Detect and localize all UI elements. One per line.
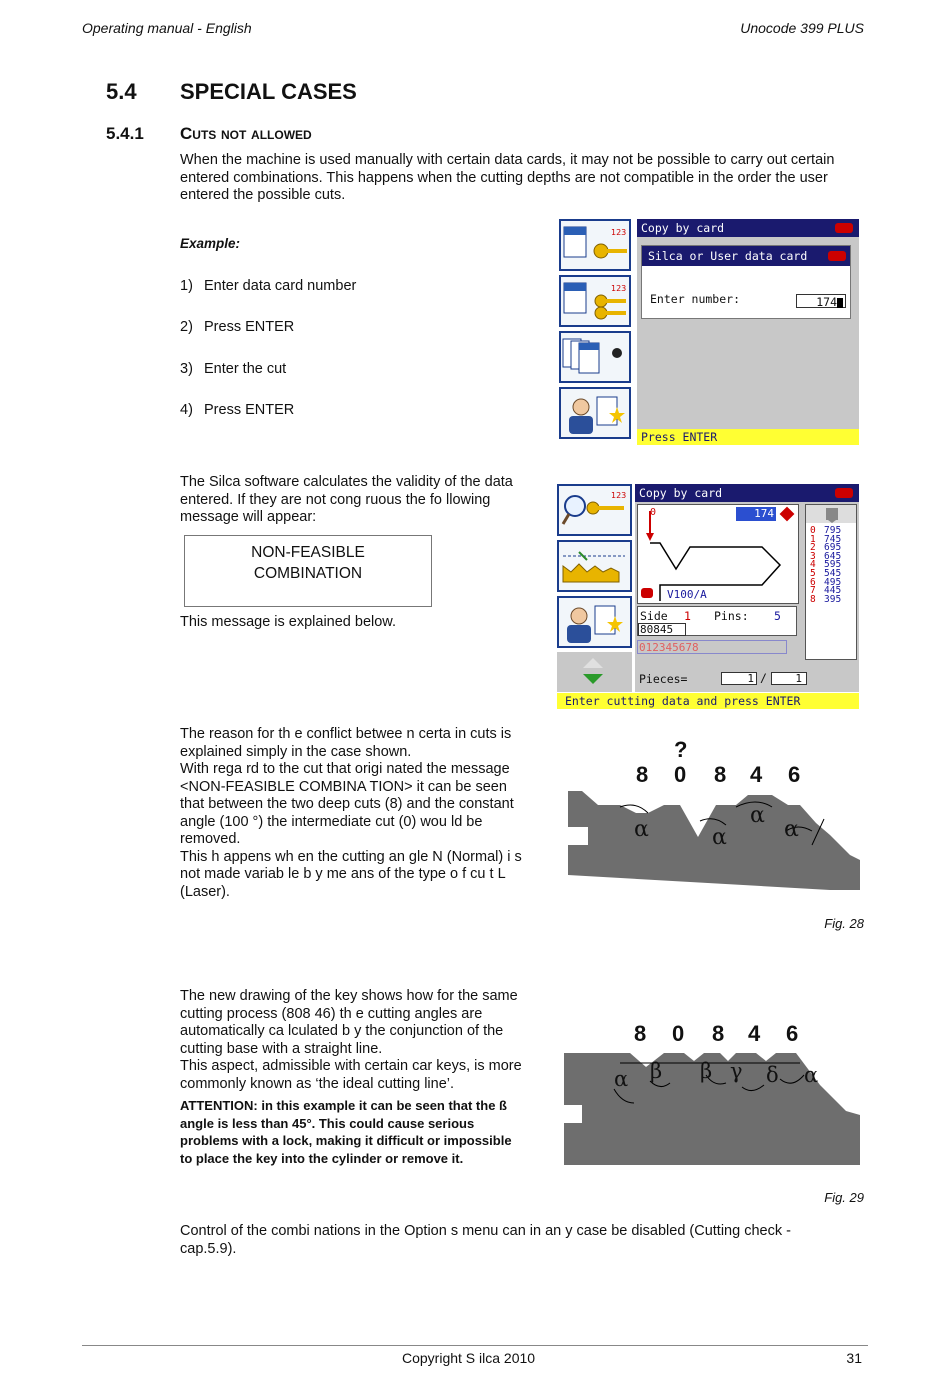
- subsection-title: Cuts not allowed: [180, 124, 312, 143]
- side-value: 1: [684, 609, 691, 623]
- user-card-button[interactable]: [557, 596, 632, 648]
- depth-index-column: 0 1 2 3 4 5 6 7 8: [810, 525, 816, 605]
- reason-line: angle (100 °) the intermediate cut (0) wou ld be: [180, 813, 483, 830]
- cut-depth: 8: [712, 1021, 725, 1046]
- section-title: SPECIAL CASES: [180, 79, 357, 104]
- attention-note: [180, 1097, 538, 1167]
- reason-line: removed.: [180, 831, 241, 847]
- footer-divider: [82, 1345, 868, 1346]
- cut-marker: 0: [650, 507, 657, 518]
- reason-line: (Laser).: [180, 883, 230, 900]
- data-card-key-button[interactable]: [559, 219, 631, 271]
- message-line: COMBINATION: [253, 565, 363, 582]
- subsection-number: 5.4.1: [106, 124, 144, 143]
- step-number: 4): [180, 402, 193, 418]
- digit-scale: 012345678: [637, 640, 787, 654]
- side-label: Side: [640, 609, 668, 623]
- pieces-total: 1: [771, 672, 807, 685]
- attention-line: ATTENTION: in this example it can be seen that the ß: [180, 1098, 507, 1113]
- reason-line: This h appens wh en the cutting an gle N (Normal) i s: [180, 848, 522, 865]
- cut-depth: 4: [748, 1021, 761, 1046]
- figure-28: [560, 735, 860, 895]
- validity-line: The Silca software calculates the validity of the data: [180, 474, 513, 490]
- intro-line: entered combinations. This happens when the cutting depths are not compatible in the order the user: [180, 169, 828, 186]
- user-card-icon: [561, 389, 629, 437]
- key-outline-drawing: [638, 505, 798, 603]
- intro-paragraph: [180, 152, 866, 205]
- key-profile-icon: [559, 542, 629, 590]
- cut-depth: 0: [672, 1021, 685, 1046]
- step-text: Press ENTER: [204, 402, 295, 418]
- cut-depth: 4: [750, 762, 763, 787]
- cut-depth: 6: [786, 1021, 799, 1046]
- figure-29-caption: Fig. 29: [824, 1190, 864, 1205]
- screen-title: Copy by card: [639, 486, 723, 500]
- step-4: [180, 402, 294, 418]
- validity-line: entered. If they are not cong ruous the fo llowing: [180, 491, 491, 508]
- newdrawing-line: This aspect, admissible with certain car keys, is more: [180, 1058, 522, 1074]
- angle-label: α: [804, 1063, 819, 1087]
- angle-label: α: [750, 803, 765, 828]
- message-line: NON-FEASIBLE: [251, 544, 365, 561]
- step-text: Press ENTER: [204, 319, 295, 335]
- step-2: [180, 319, 294, 335]
- status-bar: Enter cutting data and press ENTER: [557, 693, 859, 709]
- attention-line: problems with a lock, making it difficult or impossible: [180, 1133, 512, 1148]
- angle-label: α: [614, 1067, 629, 1091]
- reason-line: explained simply in the case shown.: [180, 743, 412, 760]
- angle-label: α: [712, 825, 727, 850]
- step-number: 3): [180, 361, 193, 377]
- key-profile-view: [637, 504, 799, 604]
- screen-main: [635, 484, 859, 692]
- dialog-box: [641, 245, 851, 319]
- newdrawing-line: cutting base with a straight line.: [180, 1040, 383, 1057]
- up-down-arrows-icon: [557, 652, 632, 692]
- question-mark: ?: [674, 737, 688, 762]
- step-number: 1): [180, 278, 193, 294]
- angle-label: α: [784, 817, 799, 842]
- step-number: 2): [180, 319, 193, 335]
- card-keys-icon: [561, 277, 629, 325]
- cut-depth: 8: [714, 762, 727, 787]
- control-paragraph: [180, 1223, 870, 1258]
- screen-title: Copy by card: [641, 221, 725, 235]
- pins-value: 5: [774, 609, 781, 623]
- section-number: 5.4: [106, 79, 137, 104]
- key-cut-diagram: [560, 735, 860, 895]
- cut-entry-panel: [637, 606, 797, 636]
- pins-label: Pins:: [714, 609, 749, 623]
- cut-depth: 8: [636, 762, 649, 787]
- explained-text: This message is explained below.: [180, 614, 397, 630]
- reason-line: that between the two deep cuts (8) and the constant: [180, 796, 514, 812]
- angle-label: β: [650, 1059, 663, 1083]
- pieces-separator: /: [760, 671, 767, 685]
- cut-depth: 8: [634, 1021, 647, 1046]
- enter-number-label: Enter number:: [650, 292, 741, 306]
- depth-value-column: 795 745 695 645 595 545 495 445 395: [824, 525, 842, 605]
- cut-depth: 6: [788, 762, 801, 787]
- intro-line: When the machine is used manually with certain data cards, it may not be possible to carry out certain: [180, 152, 835, 168]
- newdrawing-line: The new drawing of the key shows how for the same: [180, 988, 518, 1004]
- angle-label: α: [634, 817, 649, 842]
- magnifier-key-icon: [559, 486, 629, 534]
- validity-line: message will appear:: [180, 509, 317, 525]
- angle-label: γ: [730, 1059, 743, 1083]
- angle-label: δ: [766, 1063, 779, 1087]
- dialog-title-bar: [642, 246, 850, 266]
- intro-line: entered the possible cuts.: [180, 187, 346, 203]
- figure-29: [560, 1015, 860, 1165]
- card-number-badge: 174: [736, 507, 776, 521]
- screen-main: [637, 219, 859, 445]
- card-number-input[interactable]: 174: [796, 294, 846, 308]
- reason-paragraph: [180, 726, 552, 901]
- screen-copy-by-card-1: [559, 219, 859, 445]
- attention-line: angle is less than 45°. This could cause serious: [180, 1115, 475, 1131]
- data-card-duplicate-button[interactable]: [559, 275, 631, 327]
- machine-icon: [641, 588, 653, 598]
- silca-logo-icon: [835, 488, 853, 498]
- attention-line: to place the key into the cylinder or remove it.: [180, 1150, 464, 1166]
- key-head-icon: [806, 505, 856, 523]
- card-key-icon: [561, 221, 629, 269]
- cards-stack-icon: [561, 333, 629, 381]
- newdrawing-line: cutting process (808 46) th e cutting angles are: [180, 1005, 483, 1022]
- cut-input[interactable]: 80845: [638, 623, 686, 636]
- newdrawing-line: automatically ca lculated b y the conjunction of the: [180, 1023, 504, 1039]
- depth-table-header: [806, 505, 856, 523]
- silca-logo-icon: [835, 223, 853, 233]
- header-left: Operating manual - English: [82, 20, 252, 36]
- footer-copyright: Copyright S ilca 2010: [402, 1350, 536, 1366]
- reason-line: not made variab le b y me ans of the type o f cu t L: [180, 866, 506, 882]
- page-number: 31: [846, 1350, 862, 1366]
- scroll-arrows[interactable]: [557, 652, 632, 692]
- figure-28-caption: Fig. 28: [824, 916, 864, 931]
- svg-text:123: 123: [611, 284, 627, 293]
- cut-depth: 0: [674, 762, 687, 787]
- card-list-button[interactable]: [559, 331, 631, 383]
- reason-line: <NON-FEASIBLE COMBINA TION> it can be seen: [180, 778, 507, 795]
- non-feasible-message-box: [184, 535, 432, 607]
- key-model: V100/A: [667, 588, 707, 601]
- step-1: [180, 278, 356, 294]
- newdrawing-paragraph: [180, 988, 540, 1093]
- step-text: Enter the cut: [204, 361, 287, 377]
- newdrawing-line: commonly known as ‘the ideal cutting line’.: [180, 1075, 455, 1092]
- screen-title-bar: [637, 219, 859, 237]
- depth-table: [805, 504, 857, 660]
- screen-title-bar: [635, 484, 859, 502]
- step-text: Enter data card number: [204, 278, 357, 294]
- key-profile-button[interactable]: [557, 540, 632, 592]
- silca-logo-icon: [828, 251, 846, 261]
- key-search-button[interactable]: [557, 484, 632, 536]
- screen-copy-by-card-2: [557, 484, 859, 709]
- angle-label: β: [700, 1059, 713, 1083]
- svg-text:123: 123: [611, 228, 627, 237]
- control-line: Control of the combi nations in the Option s menu can in an y case be disabled (Cutting check -: [180, 1223, 791, 1239]
- step-3: [180, 361, 286, 377]
- reason-line: The reason for th e conflict betwee n certa in cuts is: [180, 726, 512, 742]
- status-bar: Press ENTER: [637, 429, 859, 445]
- example-label: Example:: [180, 236, 241, 251]
- dialog-title: Silca or User data card: [648, 249, 808, 263]
- validity-paragraph: [180, 474, 540, 527]
- user-card-button[interactable]: [559, 387, 631, 439]
- pieces-input[interactable]: 1: [721, 672, 757, 685]
- reason-line: With rega rd to the cut that origi nated the message: [180, 761, 510, 777]
- header-right: Unocode 399 PLUS: [740, 20, 864, 36]
- pieces-label: Pieces=: [639, 672, 688, 686]
- user-card-icon: [559, 598, 629, 646]
- key-cut-diagram: [560, 1015, 860, 1165]
- control-line: cap.5.9).: [180, 1240, 237, 1257]
- svg-text:123: 123: [611, 491, 627, 500]
